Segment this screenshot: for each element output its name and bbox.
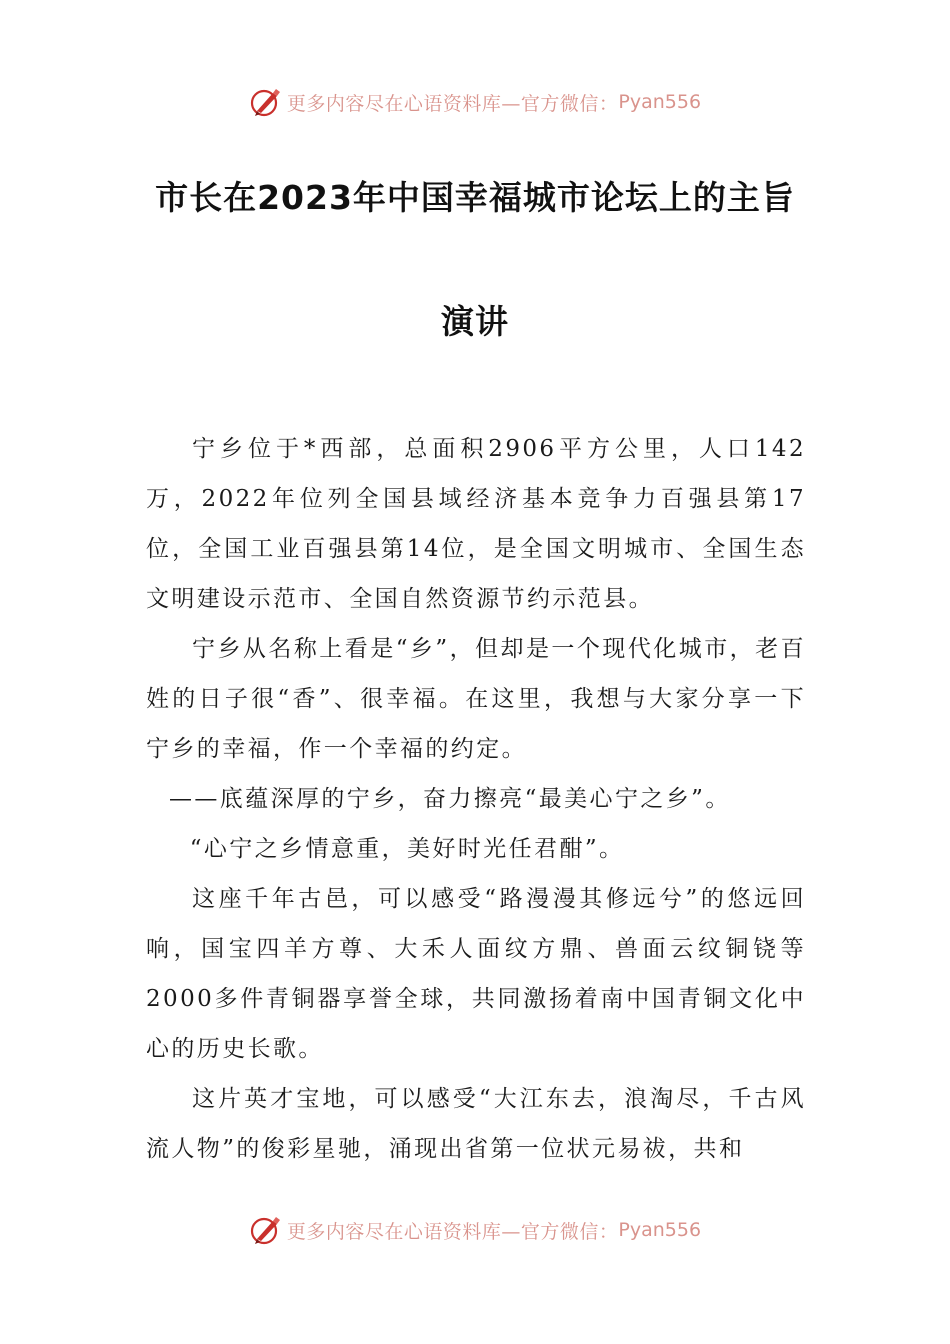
paragraph: “心宁之乡情意重，美好时光任君酣”。 bbox=[189, 836, 625, 862]
document-body bbox=[146, 424, 806, 1174]
paragraph: 宁乡位于*西部，总面积2906平方公里，人口142万，2022年位列全国县域经济基本竞争力百强县第17位，全国工业百强县第14位，是全国文明城市、全国生态文明建设示范市、全国自然资源节约示范县。 bbox=[146, 436, 806, 612]
watermark-banner-top bbox=[0, 82, 950, 122]
watermark-text: 更多内容尽在心语资料库—官方微信： bbox=[286, 1220, 619, 1243]
paragraph: 这座千年古邑，可以感受“路漫漫其修远兮”的悠远回响，国宝四羊方尊、大禾人面纹方鼎、兽面云纹铜铙等2000多件青铜器享誉全球，共同激扬着南中国青铜文化中心的历史长歌。 bbox=[146, 886, 806, 1062]
document-title-line-2: 演讲 bbox=[441, 302, 509, 341]
pen-logo-icon bbox=[249, 1213, 283, 1247]
watermark-wechat-id: Pyan556 bbox=[618, 91, 702, 113]
watermark-banner-bottom bbox=[0, 1210, 950, 1250]
watermark-wechat-id: Pyan556 bbox=[618, 1219, 702, 1241]
watermark-text: 更多内容尽在心语资料库—官方微信： bbox=[286, 92, 619, 115]
pen-logo-icon bbox=[249, 85, 283, 119]
document-title-line-1: 市长在2023年中国幸福城市论坛上的主旨 bbox=[155, 178, 795, 217]
paragraph: 宁乡从名称上看是“乡”，但却是一个现代化城市，老百姓的日子很“香”、很幸福。在这里，我想与大家分享一下宁乡的幸福，作一个幸福的约定。 bbox=[146, 636, 806, 762]
paragraph: ——底蕴深厚的宁乡，奋力擦亮“最美心宁之乡”。 bbox=[169, 786, 731, 812]
paragraph: 这片英才宝地，可以感受“大江东去，浪淘尽，千古风流人物”的俊彩星驰，涌现出省第一位状元易祓，共和 bbox=[146, 1086, 806, 1162]
